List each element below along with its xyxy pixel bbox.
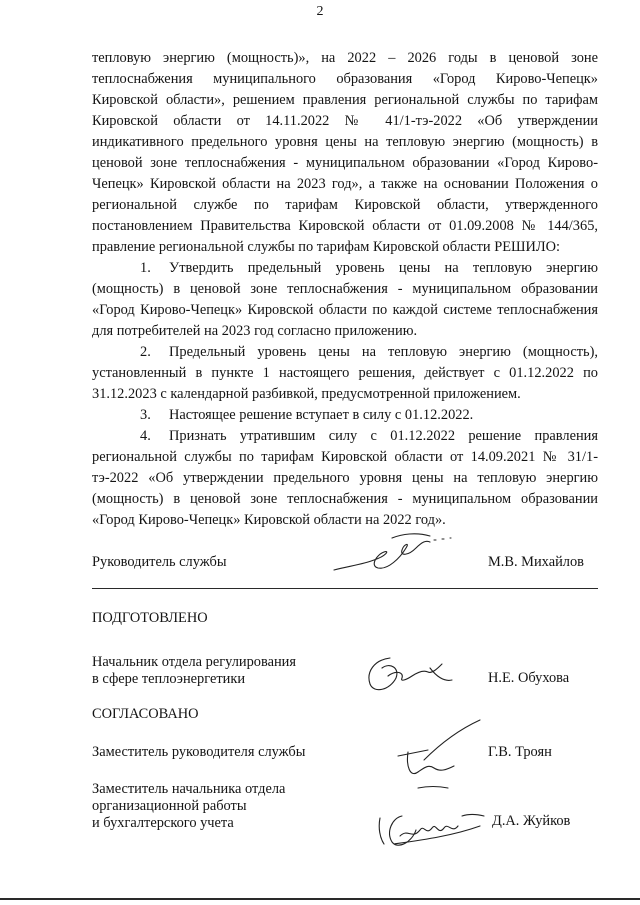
agreed-signature-image	[388, 716, 488, 796]
item-text: Признать утратившим силу с 01.12.2022 решение правления региональной службы по тарифам Кировской области от 14.09.2021 № 31/1-тэ-2022 «Об утверждении предельного уровня цены на тепловую энергию (мощность) в ценовой зоне теплоснабжения - муниципальном образовании «Город Кирово-Чепецк» Кировской области на 2022 год».	[92, 428, 598, 528]
prepared-heading: ПОДГОТОВЛЕНО	[92, 610, 208, 626]
item-text: Настоящее решение вступает в силу с 01.12.2022.	[169, 407, 474, 423]
divider-line	[92, 588, 598, 589]
agreed-signature-image	[372, 806, 496, 856]
agreed-signer-title	[92, 744, 305, 761]
item-number: 2.	[140, 344, 151, 360]
decision-body	[92, 48, 598, 531]
agreed-signer-name: Г.В. Троян	[488, 744, 552, 760]
item-text: Утвердить предельный уровень цены на тепловую энергию (мощность) в ценовой зоне теплоснабжения - муниципальном образовании «Город Кирово-Чепецк» Кировской области по каждой системе теплоснабжения для потребителей на 2023 год согласно приложению.	[92, 260, 598, 339]
scan-edge-line	[0, 898, 640, 900]
head-signer-name: М.В. Михайлов	[488, 554, 584, 570]
head-signer-title: Руководитель службы	[92, 554, 227, 570]
agreed-heading: СОГЛАСОВАНО	[92, 706, 199, 722]
prepared-signer-title	[92, 654, 296, 688]
list-item	[92, 342, 598, 405]
list-item	[92, 426, 598, 531]
title-line: Заместитель руководителя службы	[92, 744, 306, 760]
title-line: и бухгалтерского учета	[92, 815, 234, 831]
agreed-signer-title	[92, 781, 285, 832]
item-number: 1.	[140, 260, 151, 276]
intro-paragraph: тепловую энергию (мощность)», на 2022 – 2026 годы в ценовой зоне теплоснабжения муниципального образования «Город Кирово-Чепецк» Кировской области», решением правления региональной службы по тарифам Кировской области от 14.11.2022 № 41/1-тэ-2022 «Об утверждении индикативного предельного уровня цены на тепловую энергию (мощность) в ценовой зоне теплоснабжения - муниципальном образовании «Город Кирово-Чепецк» Кировской области на 2023 год», а также на основании Положения о региональной службе по тарифам Кировской области, утвержденного постановлением Правительства Кировской области от 01.09.2008 № 144/365, правление региональной службы по тарифам Кировской области РЕШИЛО:	[92, 50, 598, 255]
list-item	[92, 258, 598, 342]
page-number: 2	[316, 4, 324, 19]
agreed-signer-name: Д.А. Жуйков	[492, 813, 571, 829]
title-line: Начальник отдела регулирования	[92, 654, 297, 670]
prepared-signature-image	[360, 650, 460, 696]
head-signature-image	[330, 530, 480, 578]
list-item	[92, 405, 598, 426]
item-text: Предельный уровень цены на тепловую энергию (мощность), установленный в пункте 1 настоящего решения, действует с 01.12.2022 по 31.12.2023 с календарной разбивкой, предусмотренной приложением.	[92, 344, 598, 402]
item-number: 4.	[140, 428, 151, 444]
title-line: в сфере теплоэнергетики	[92, 671, 246, 687]
item-number: 3.	[140, 407, 151, 423]
prepared-signer-name: Н.Е. Обухова	[488, 670, 570, 686]
title-line: Заместитель начальника отдела	[92, 781, 286, 797]
title-line: организационной работы	[92, 798, 247, 814]
